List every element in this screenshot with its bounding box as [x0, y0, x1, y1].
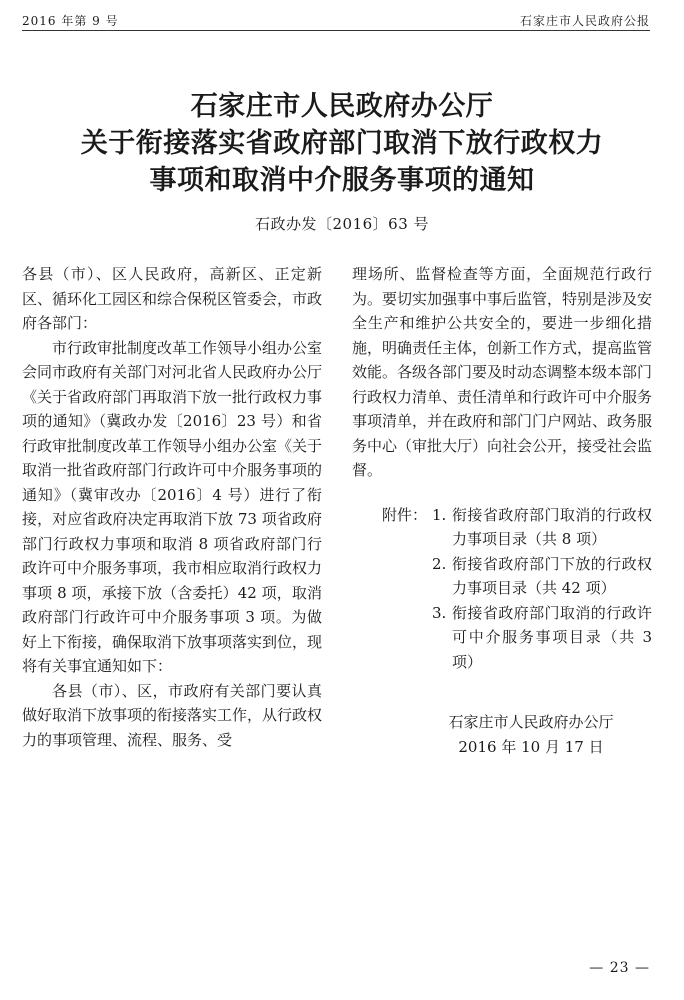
attachment-text: 衔接省政府部门下放的行政权力事项目录（共 42 项） [452, 554, 652, 597]
issue-date: 2016 年 10 月 17 日 [458, 737, 604, 756]
issuing-office: 石家庄市人民政府办公厅 [448, 713, 614, 731]
attachment-item [352, 601, 652, 675]
title-line-1: 石家庄市人民政府办公厅 [190, 91, 494, 122]
attachment-number: 2. [432, 554, 447, 573]
title-line-2: 关于衔接落实省政府部门取消下放行政权力 [80, 128, 604, 159]
title-line-3: 事项和取消中介服务事项的通知 [149, 165, 535, 196]
header-rule [22, 30, 650, 31]
page-number: — 23 — [589, 960, 650, 976]
attachment-number: 3. [432, 603, 447, 622]
body-paragraph-2-continued: 理场所、监督检查等方面，全面规范行政行为。要切实加强事中事后监管，特别是涉及安全生产和维护公共安全的，要进一步细化措施，明确责任主体，创新工作方式，提高监管效能。各级各部门要及时动态调整本级本部门行政权力清单、责任清单和行政许可中介服务事项清单，并在政府和部门门户网站、政务服务中心（审批大厅）向社会公开，接受社会监督。 [352, 265, 653, 479]
signature-block [352, 710, 652, 759]
attachment-text: 衔接省政府部门取消的行政许可中介服务事项目录（共 3 项） [452, 603, 652, 671]
body-paragraph-1: 市行政审批制度改革工作领导小组办公室会同市政府有关部门对河北省人民政府办公厅《关于省政府部门再取消下放一批行政权力事项的通知》（冀政办发〔2016〕23 号）和省行政审批制度改革工作领导小组办公室《关于取消一批省政府部门行政许可中介服务事项的通知》（冀审改办〔2016〕4 号）进行了衔接，对应省政府决定再取消下放 73 项省政府部门行政权力事项和取消 8 项省政府部门行政许可中介服务事项，我市相应取消行政权力事项 8 项，承接下放（含委托）42 项，取消政府部门行政许可中介服务事项 3 项。为做好上下衔接，确保取消下放事项落实到位，现将有关事宜通知如下： [22, 338, 323, 675]
attachments-list [352, 503, 652, 675]
body-right-column [352, 262, 652, 759]
body-paragraph-2: 各县（市）、区，市政府有关部门要认真做好取消下放事项的衔接落实工作，从行政权力的事项管理、流程、服务、受 [22, 681, 323, 749]
issue-label: 2016 年第 9 号 [22, 14, 119, 28]
attachment-item [352, 503, 652, 552]
salutation: 各县（市）、区人民政府，高新区、正定新区、循环化工园区和综合保税区管委会，市政府各部门： [22, 265, 323, 332]
attachment-item [352, 552, 652, 601]
attachment-number: 1. [432, 505, 447, 524]
document-number: 石政办发〔2016〕63 号 [254, 215, 430, 233]
body-left-column [22, 262, 322, 752]
attachment-text: 衔接省政府部门取消的行政权力事项目录（共 8 项） [452, 505, 652, 548]
document-title [0, 88, 684, 199]
running-header [22, 10, 650, 30]
attachments-label: 附件： [382, 505, 428, 524]
publication-name: 石家庄市人民政府公报 [519, 14, 650, 28]
